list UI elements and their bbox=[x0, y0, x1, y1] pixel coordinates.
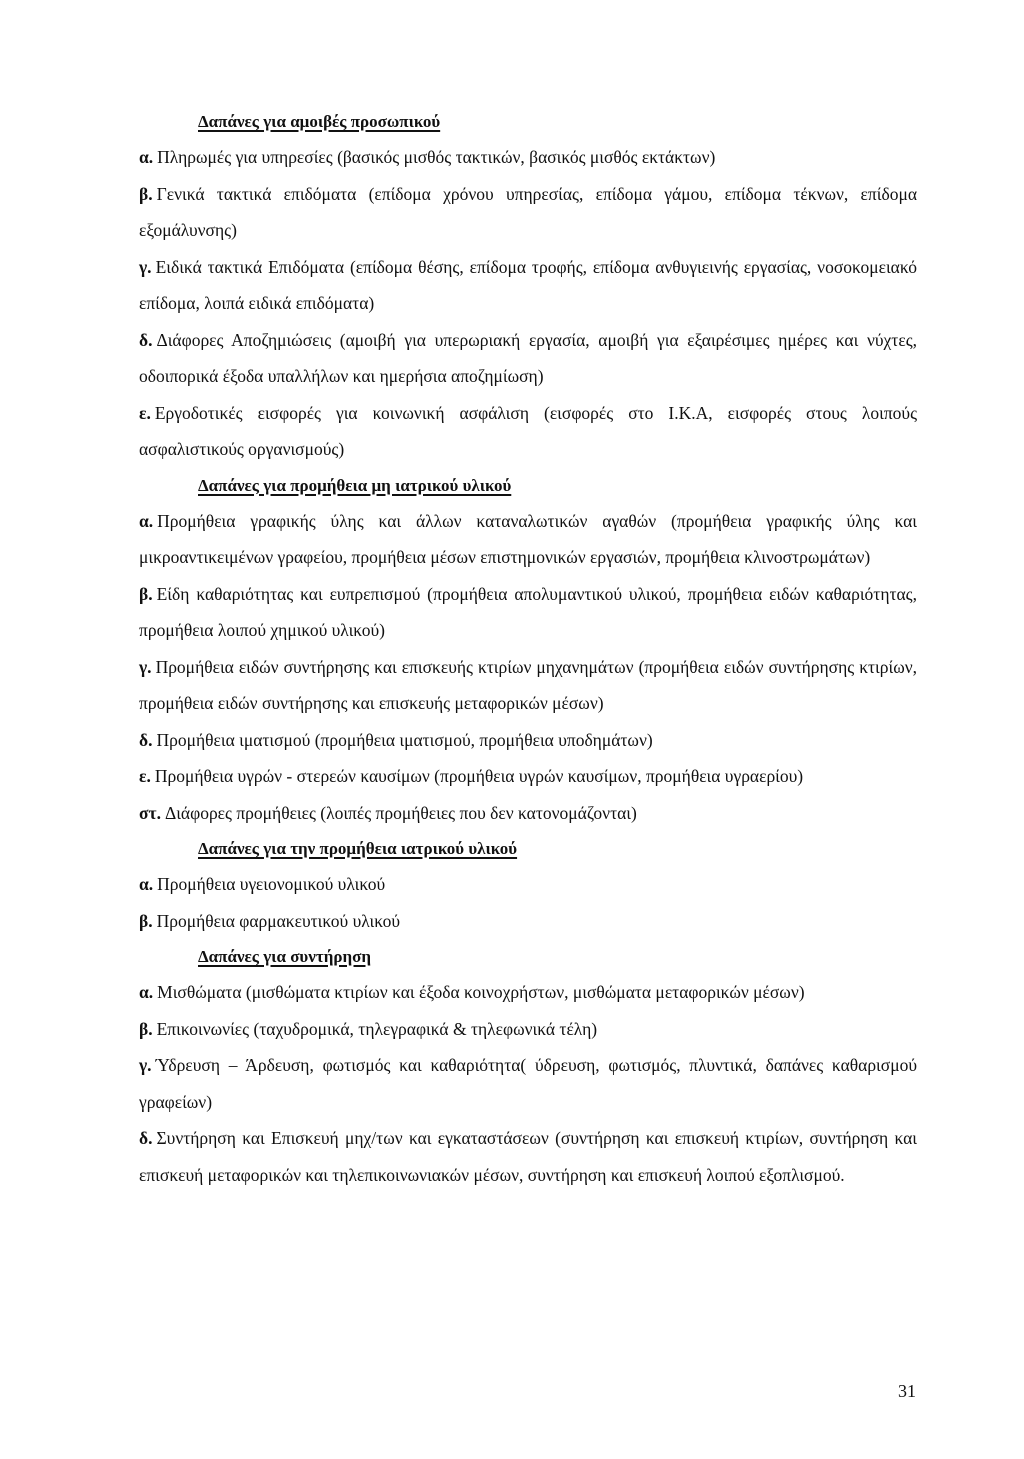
item-text: Εργοδοτικές εισφορές για κοινωνική ασφάλιση (εισφορές στο Ι.Κ.Α, εισφορές στους λοιπούς ασφαλιστικούς οργανισμούς) bbox=[139, 402, 917, 459]
item-marker: α. bbox=[139, 510, 154, 531]
section-heading: Δαπάνες για προμήθεια μη ιατρικού υλικού bbox=[198, 475, 512, 495]
item-marker: ε. bbox=[139, 402, 151, 423]
item-marker: στ. bbox=[139, 802, 161, 823]
list-item bbox=[139, 576, 917, 649]
item-text: Διάφορες προμήθειες (λοιπές προμήθειες που δεν κατονομάζονται) bbox=[164, 802, 637, 823]
item-text: Ύδρευση – Άρδευση, φωτισμός και καθαριότητα( ύδρευση, φωτισμός, πλυντικά, δαπάνες καθαρισμού γραφείων) bbox=[139, 1055, 917, 1112]
list-item bbox=[139, 795, 917, 832]
item-marker: β. bbox=[139, 583, 153, 604]
item-text: Μισθώματα (μισθώματα κτιρίων και έξοδα κοινοχρήστων, μισθώματα μεταφορικών μέσων) bbox=[157, 982, 805, 1002]
list-item bbox=[139, 866, 917, 903]
item-text: Προμήθεια ιματισμού (προμήθεια ιματισμού, προμήθεια υποδημάτων) bbox=[156, 729, 653, 750]
item-marker: α. bbox=[139, 147, 154, 167]
item-marker: α. bbox=[139, 874, 154, 894]
list-item bbox=[139, 176, 917, 249]
list-item bbox=[139, 1011, 917, 1048]
list-item bbox=[139, 395, 917, 468]
item-text: Είδη καθαριότητας και ευπρεπισμού (προμήθεια απολυμαντικού υλικού, προμήθεια ειδών καθαριότητας, προμήθεια λοιπού χημικού υλικού) bbox=[139, 583, 917, 640]
section-medical-supplies bbox=[139, 831, 917, 939]
item-marker: ε. bbox=[139, 766, 151, 786]
item-text: Πληρωμές για υπηρεσίες (βασικός μισθός τακτικών, βασικός μισθός εκτάκτων) bbox=[157, 147, 716, 167]
section-non-medical-supplies bbox=[139, 468, 917, 832]
section-maintenance bbox=[139, 939, 917, 1193]
list-item bbox=[139, 758, 917, 795]
list-item bbox=[139, 903, 917, 940]
list-item bbox=[139, 649, 917, 722]
item-marker: β. bbox=[139, 1018, 153, 1039]
item-marker: δ. bbox=[139, 1128, 153, 1148]
item-text: Ειδικά τακτικά Επιδόματα (επίδομα θέσης, επίδομα τροφής, επίδομα ανθυγιεινής εργασίας, νοσοκομειακό επίδομα, λοιπά ειδικά επιδόματα) bbox=[139, 256, 917, 313]
item-text: Συντήρηση και Επισκευή μηχ/των και εγκαταστάσεων (συντήρηση και επισκευή κτιρίων, συντήρηση και επισκευή μεταφορικών και τηλεπικοινωνιακών μέσων, συντήρηση και επισκευή λοιπού εξοπλισμού. bbox=[139, 1128, 917, 1185]
list-item bbox=[139, 322, 917, 395]
item-text: Προμήθεια υγρών - στερεών καυσίμων (προμήθεια υγρών καυσίμων, προμήθεια υγραερίου) bbox=[154, 766, 804, 786]
item-text: Προμήθεια ειδών συντήρησης και επισκευής κτιρίων μηχανημάτων (προμήθεια ειδών συντήρησης κτιρίων, προμήθεια ειδών συντήρησης και επισκευής μεταφορικών μέσων) bbox=[139, 656, 917, 713]
item-marker: γ. bbox=[139, 1055, 152, 1075]
item-text: Προμήθεια γραφικής ύλης και άλλων καταναλωτικών αγαθών (προμήθεια γραφικής ύλης και μικροαντικειμένων γραφείου, προμήθεια μέσων επιστημονικών εργασιών, προμήθεια κλινοστρωμάτων) bbox=[139, 510, 917, 567]
item-text: Προμήθεια φαρμακευτικού υλικού bbox=[156, 910, 401, 931]
item-marker: β. bbox=[139, 183, 153, 204]
item-marker: γ. bbox=[139, 656, 152, 677]
item-marker: δ. bbox=[139, 329, 153, 350]
list-item bbox=[139, 503, 917, 576]
item-marker: δ. bbox=[139, 729, 153, 750]
item-text: Επικοινωνίες (ταχυδρομικά, τηλεγραφικά & τηλεφωνικά τέλη) bbox=[156, 1018, 598, 1039]
list-item bbox=[139, 249, 917, 322]
section-personnel-costs bbox=[139, 104, 917, 468]
section-heading: Δαπάνες για την προμήθεια ιατρικού υλικού bbox=[198, 839, 518, 858]
item-marker: γ. bbox=[139, 256, 152, 277]
item-marker: α. bbox=[139, 982, 154, 1002]
document-body bbox=[139, 104, 917, 1193]
page-number: 31 bbox=[898, 1381, 916, 1401]
list-item bbox=[139, 139, 917, 176]
item-text: Προμήθεια υγειονομικού υλικού bbox=[157, 874, 386, 894]
list-item bbox=[139, 974, 917, 1011]
item-text: Διάφορες Αποζημιώσεις (αμοιβή για υπερωριακή εργασία, αμοιβή για εξαιρέσιμες ημέρες και νύχτες, οδοιπορικά έξοδα υπαλλήλων και ημερήσια αποζημίωση) bbox=[139, 329, 917, 386]
section-heading: Δαπάνες για αμοιβές προσωπικού bbox=[198, 112, 441, 131]
item-text: Γενικά τακτικά επιδόματα (επίδομα χρόνου υπηρεσίας, επίδομα γάμου, επίδομα τέκνων, επίδομα εξομάλυνσης) bbox=[139, 183, 917, 240]
item-marker: β. bbox=[139, 910, 153, 931]
section-heading: Δαπάνες για συντήρηση bbox=[198, 947, 371, 966]
list-item bbox=[139, 1047, 917, 1120]
list-item bbox=[139, 1120, 917, 1193]
list-item bbox=[139, 722, 917, 759]
